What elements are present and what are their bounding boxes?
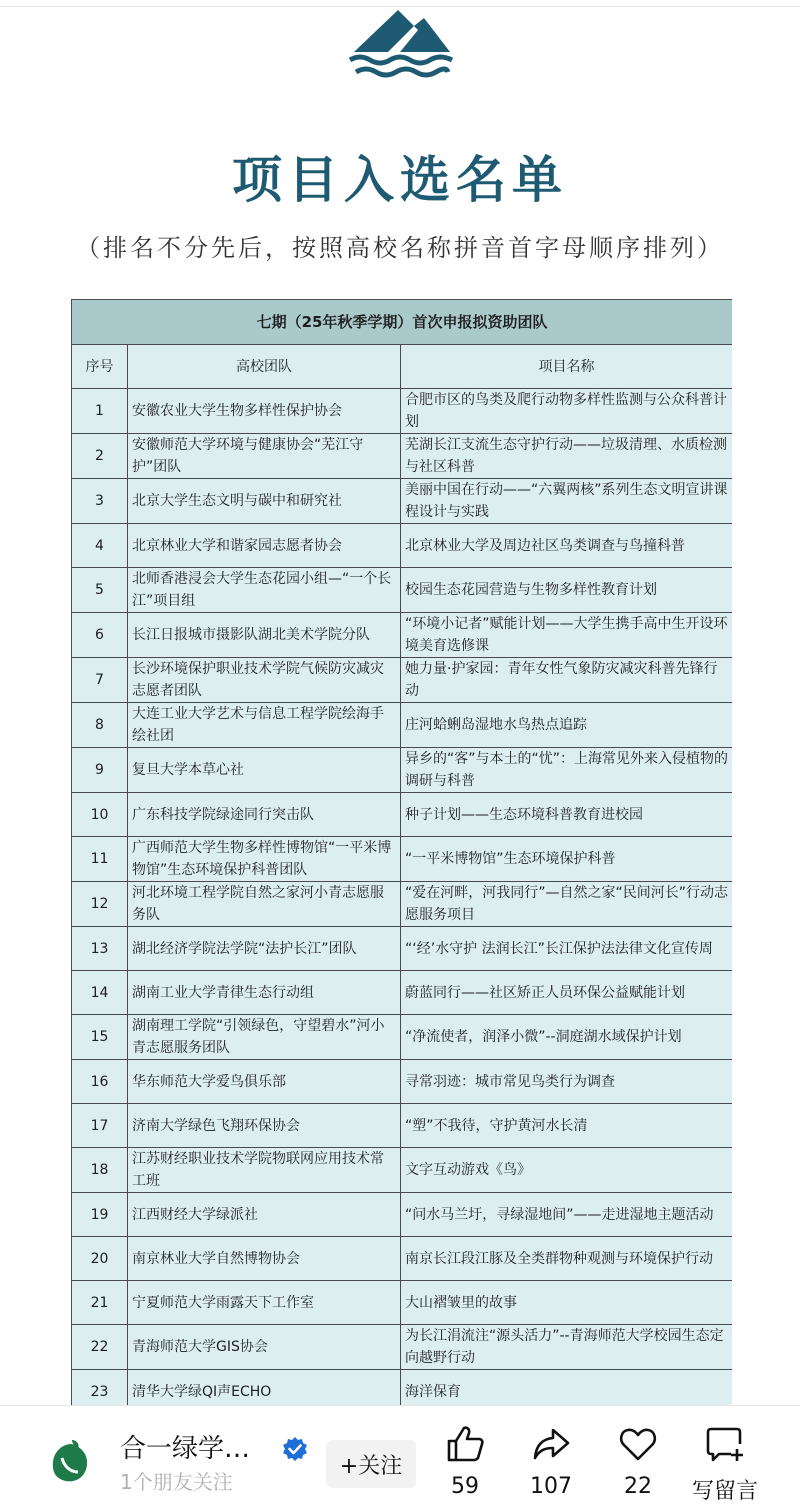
favorite-count: 22 [624,1474,652,1499]
thumbs-up-icon [445,1424,485,1464]
table-row [72,389,733,434]
project-name-cell: “‘经’水守护 法润长江”长江保护法法律文化宣传周 [401,927,733,971]
project-name-cell: 海洋保育 [401,1370,733,1406]
table-row [72,524,733,568]
table-row [72,658,733,703]
team-name-cell: 江西财经大学绿派社 [128,1193,401,1237]
table-row [72,1237,733,1281]
share-button[interactable] [506,1424,596,1499]
table-row [72,1325,733,1370]
project-name-cell: 北京林业大学及周边社区鸟类调查与鸟撞科普 [401,524,733,568]
team-name-cell: 宁夏师范大学雨露天下工作室 [128,1281,401,1325]
project-name-cell: 寻常羽迹：城市常见鸟类行为调查 [401,1060,733,1104]
row-number-cell: 10 [72,793,128,837]
header-number: 序号 [72,345,128,389]
project-name-cell: 蔚蓝同行——社区矫正人员环保公益赋能计划 [401,971,733,1015]
table-row [72,1281,733,1325]
team-name-cell: 北师香港浸会大学生态花园小组—“一个长江”项目组 [128,568,401,613]
project-name-cell: 美丽中国在行动——“六翼两核”系列生态文明宣讲课程设计与实践 [401,479,733,524]
team-name-cell: 安徽农业大学生物多样性保护协会 [128,389,401,434]
project-name-cell: “一平米博物馆”生态环境保护科普 [401,837,733,882]
write-comment-button[interactable] [680,1424,770,1505]
table-row [72,748,733,793]
table-row [72,479,733,524]
project-name-cell: 校园生态花园营造与生物多样性教育计划 [401,568,733,613]
write-comment-label: 写留言 [691,1479,758,1504]
row-number-cell: 18 [72,1148,128,1193]
table-row [72,927,733,971]
follow-button[interactable]: +关注 [326,1440,416,1488]
share-arrow-icon [531,1424,571,1464]
project-name-cell: 为长江涓流注“源头活力”--青海师范大学校园生态定向越野行动 [401,1325,733,1370]
project-name-cell: 大山褶皱里的故事 [401,1281,733,1325]
table-row [72,434,733,479]
team-name-cell: 湖北经济学院法学院“法护长江”团队 [128,927,401,971]
team-name-cell: 华东师范大学爱鸟俱乐部 [128,1060,401,1104]
top-divider [0,6,800,7]
row-number-cell: 9 [72,748,128,793]
row-number-cell: 7 [72,658,128,703]
table-row [72,1370,733,1406]
account-avatar-icon[interactable] [48,1438,92,1486]
project-name-cell: “塑”不我待，守护黄河水长清 [401,1104,733,1148]
team-name-cell: 长江日报城市摄影队湖北美术学院分队 [128,613,401,658]
selection-table-container [71,299,732,1405]
team-name-cell: 湖南工业大学青律生态行动组 [128,971,401,1015]
team-name-cell: 广东科技学院绿途同行突击队 [128,793,401,837]
row-number-cell: 12 [72,882,128,927]
team-name-cell: 河北环境工程学院自然之家河小青志愿服务队 [128,882,401,927]
team-name-cell: 广西师范大学生物多样性博物馆“一平米博物馆”生态环境保护科普团队 [128,837,401,882]
team-name-cell: 南京林业大学自然博物协会 [128,1237,401,1281]
table-row [72,1148,733,1193]
row-number-cell: 1 [72,389,128,434]
table-row [72,1060,733,1104]
like-count: 59 [451,1474,479,1499]
table-row [72,613,733,658]
row-number-cell: 19 [72,1193,128,1237]
header-team: 高校团队 [128,345,401,389]
page-title: 项目入选名单 [232,151,568,209]
project-name-cell: “问水马兰圩，寻绿湿地间”——走进湿地主题活动 [401,1193,733,1237]
project-name-cell: 种子计划——生态环境科普教育进校园 [401,793,733,837]
table-row [72,568,733,613]
project-name-cell: 芜湖长江支流生态守护行动——垃圾清理、水质检测与社区科普 [401,434,733,479]
table-row [72,1193,733,1237]
row-number-cell: 2 [72,434,128,479]
table-row [72,1104,733,1148]
team-name-cell: 长沙环境保护职业技术学院气候防灾减灾志愿者团队 [128,658,401,703]
row-number-cell: 3 [72,479,128,524]
project-name-cell: “净流使者，润泽小微”--洞庭湖水域保护计划 [401,1015,733,1060]
like-button[interactable] [420,1424,510,1499]
row-number-cell: 14 [72,971,128,1015]
project-name-cell: 南京长江段江豚及全类群物种观测与环境保护行动 [401,1237,733,1281]
team-name-cell: 北京大学生态文明与碳中和研究社 [128,479,401,524]
team-name-cell: 青海师范大学GIS协会 [128,1325,401,1370]
row-number-cell: 21 [72,1281,128,1325]
team-name-cell: 济南大学绿色飞翔环保协会 [128,1104,401,1148]
favorite-button[interactable] [593,1424,683,1499]
table-row [72,1015,733,1060]
row-number-cell: 6 [72,613,128,658]
project-name-cell: “爱在河畔，河我同行”—自然之家“民间河长”行动志愿服务项目 [401,882,733,927]
share-count: 107 [530,1474,572,1499]
heart-icon [618,1424,658,1464]
friends-following-text: 1个朋友关注 [120,1470,233,1494]
selection-table [71,299,732,1405]
verified-badge-icon [282,1436,308,1462]
project-name-cell: 合肥市区的鸟类及爬行动物多样性监测与公众科普计划 [401,389,733,434]
table-row [72,837,733,882]
project-name-cell: 她力量·护家园：青年女性气象防灾减灾科普先锋行动 [401,658,733,703]
row-number-cell: 20 [72,1237,128,1281]
table-row [72,971,733,1015]
row-number-cell: 4 [72,524,128,568]
row-number-cell: 22 [72,1325,128,1370]
row-number-cell: 17 [72,1104,128,1148]
team-name-cell: 清华大学绿QI声ECHO [128,1370,401,1406]
header-project: 项目名称 [401,345,733,389]
table-row [72,703,733,748]
team-name-cell: 北京林业大学和谐家园志愿者协会 [128,524,401,568]
row-number-cell: 16 [72,1060,128,1104]
project-name-cell: “环境小记者”赋能计划——大学生携手高中生开设环境美育选修课 [401,613,733,658]
row-number-cell: 13 [72,927,128,971]
table-row [72,882,733,927]
project-name-cell: 异乡的“客”与本土的“忧”：上海常见外来入侵植物的调研与科普 [401,748,733,793]
project-name-cell: 文字互动游戏《鸟》 [401,1148,733,1193]
team-name-cell: 江苏财经职业技术学院物联网应用技术常工班 [128,1148,401,1193]
table-caption: 七期（25年秋季学期）首次申报拟资助团队 [72,300,733,345]
team-name-cell: 大连工业大学艺术与信息工程学院绘海手绘社团 [128,703,401,748]
mountain-water-logo-icon [348,8,456,78]
team-name-cell: 安徽师范大学环境与健康协会“芜江守护”团队 [128,434,401,479]
comment-plus-icon [705,1424,745,1464]
table-row [72,793,733,837]
row-number-cell: 5 [72,568,128,613]
row-number-cell: 8 [72,703,128,748]
row-number-cell: 15 [72,1015,128,1060]
row-number-cell: 11 [72,837,128,882]
project-name-cell: 庄河蛤蜊岛湿地水鸟热点追踪 [401,703,733,748]
row-number-cell: 23 [72,1370,128,1406]
team-name-cell: 复旦大学本草心社 [128,748,401,793]
page-subtitle: （排名不分先后，按照高校名称拼音首字母顺序排列） [76,234,724,262]
team-name-cell: 湖南理工学院“引领绿色，守望碧水”河小青志愿服务团队 [128,1015,401,1060]
account-name[interactable]: 合一绿学… [120,1434,251,1464]
